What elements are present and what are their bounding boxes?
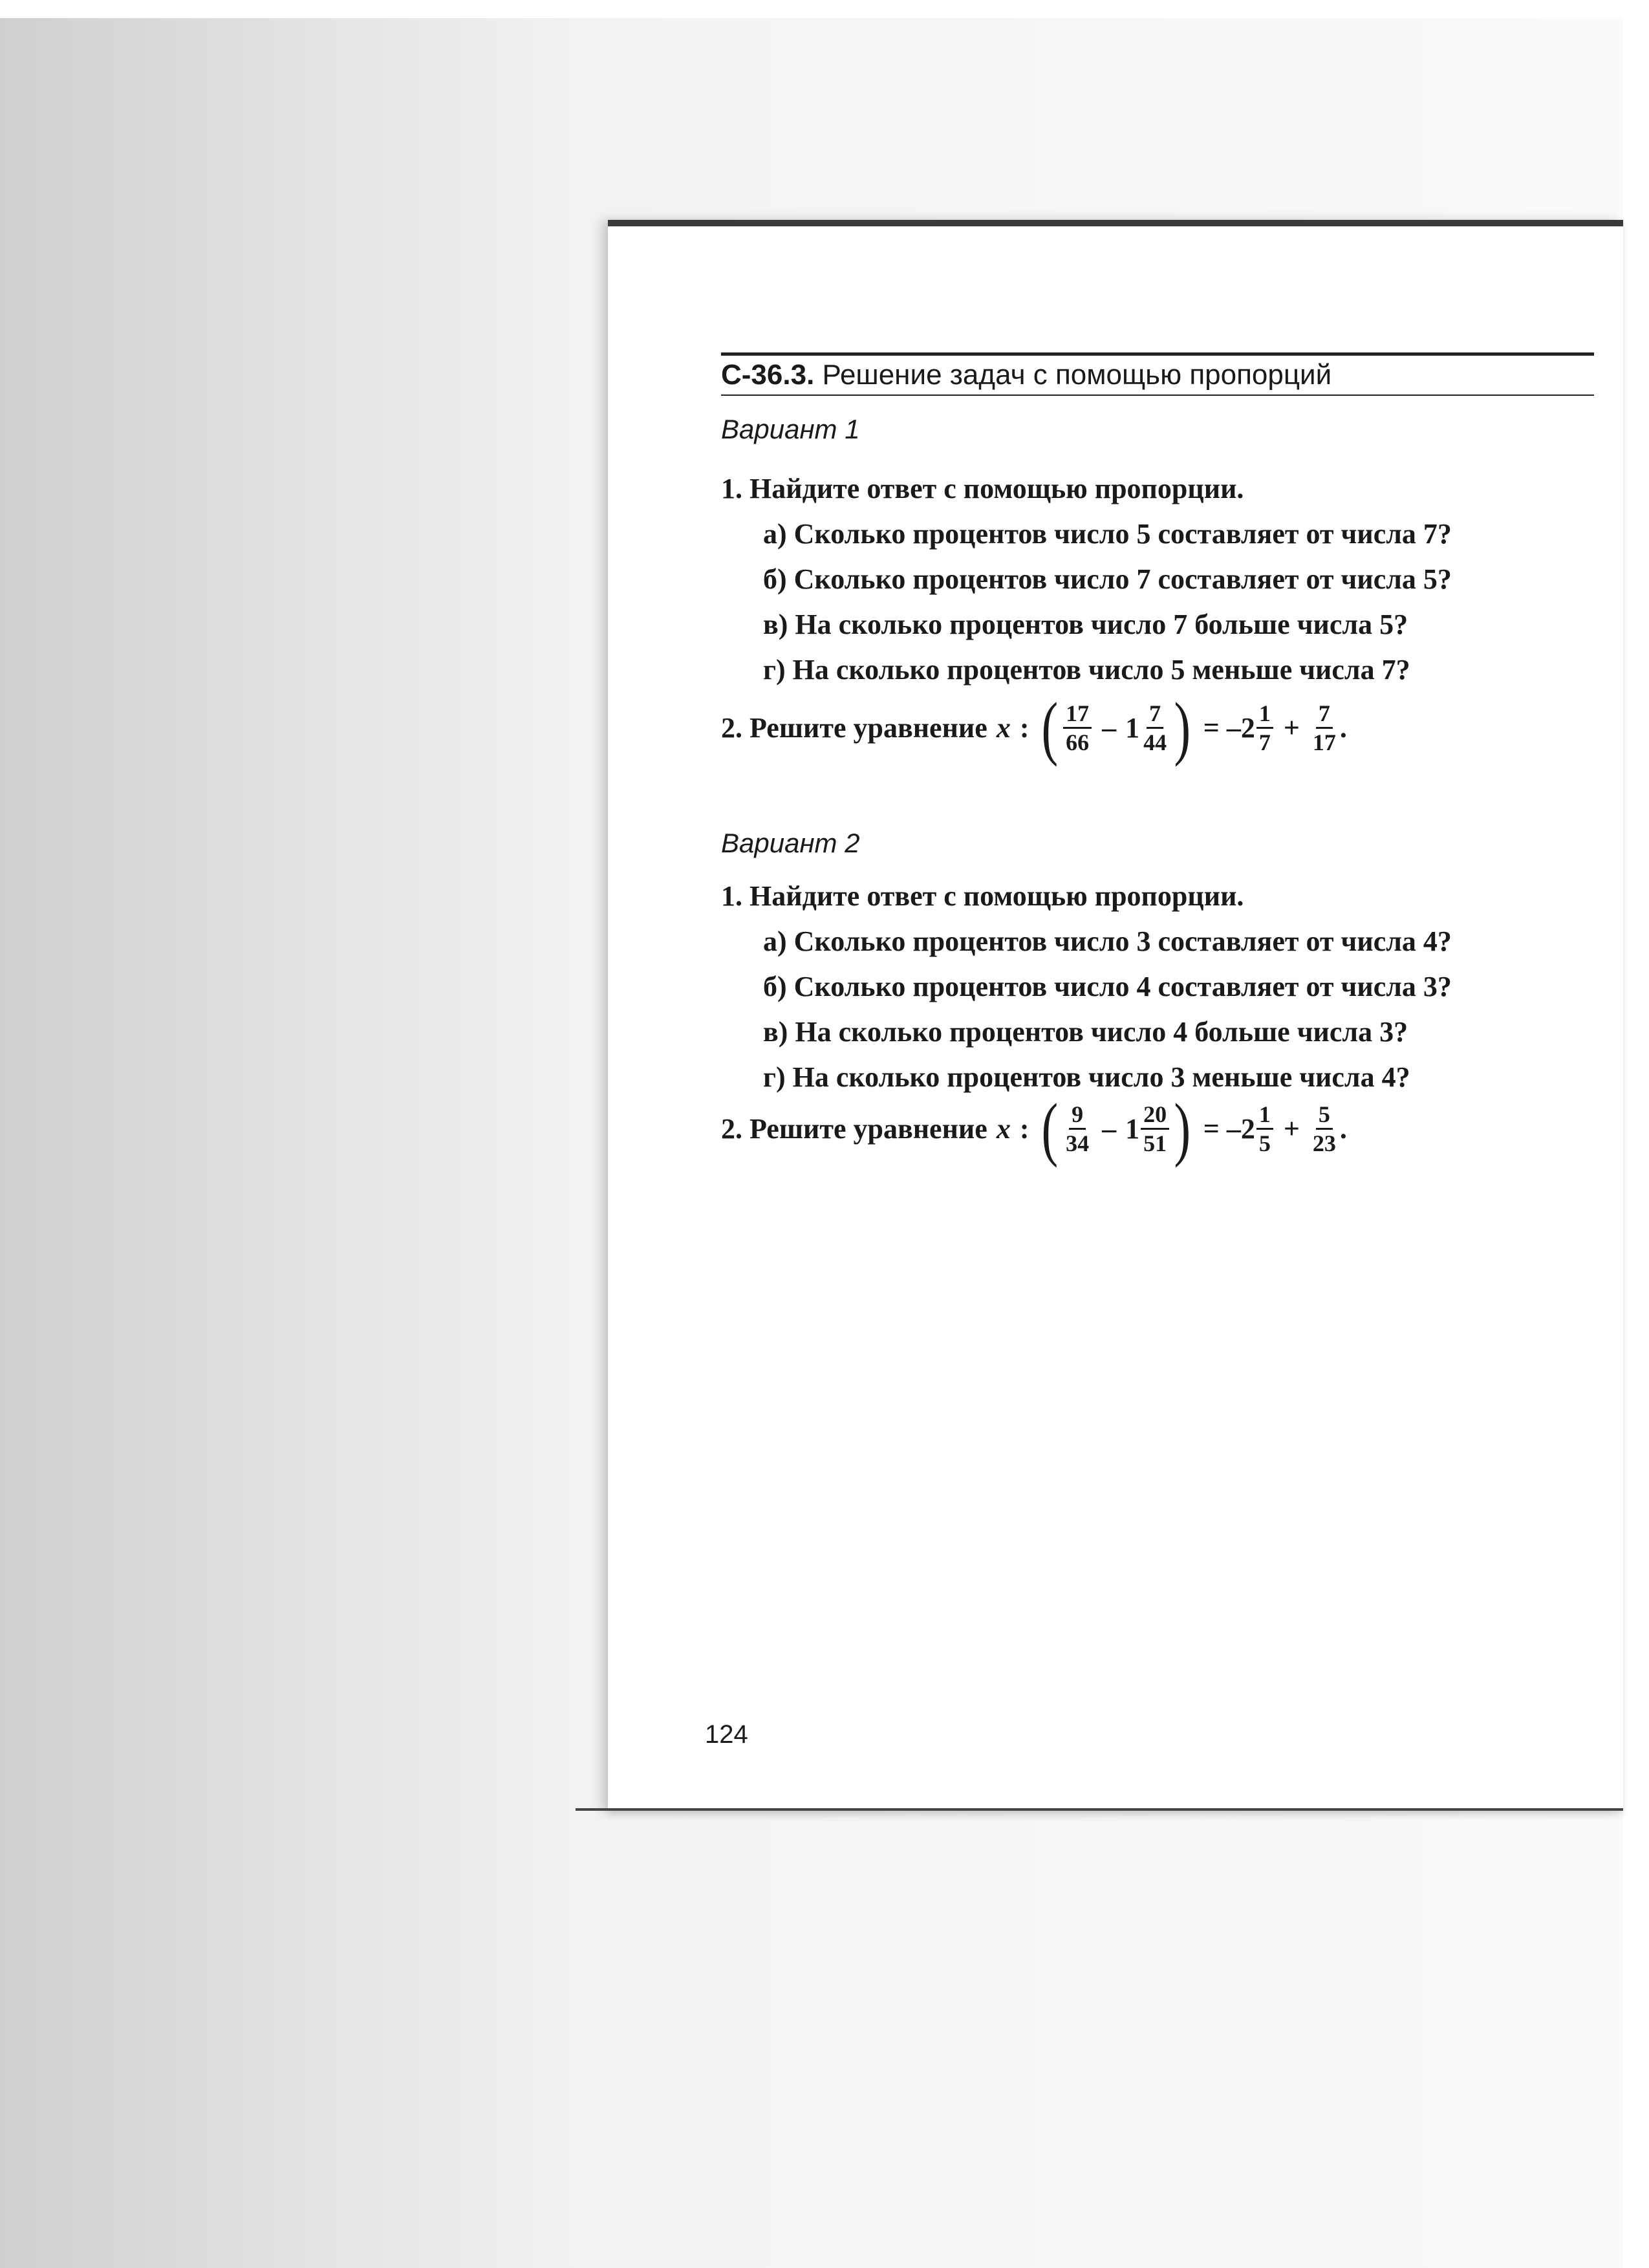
- equation-variable: x: [996, 1112, 1011, 1145]
- mixed-2-denominator: 5: [1258, 1130, 1271, 1156]
- mixed-2-numerator: 1: [1256, 1101, 1273, 1130]
- mixed-2-fraction: [1256, 700, 1273, 756]
- variant-2-label: Вариант 2: [721, 828, 860, 858]
- mixed-2-numerator: 1: [1256, 700, 1273, 729]
- fraction-3: [1310, 700, 1339, 756]
- variant-1-item-b: б) Сколько процентов число 7 составляет от числа 5?: [763, 563, 1452, 595]
- mixed-1-denominator: 51: [1143, 1130, 1167, 1156]
- mixed-2-denominator: 7: [1258, 729, 1271, 755]
- equation-end: .: [1339, 711, 1347, 744]
- mixed-1-denominator: 44: [1143, 729, 1167, 755]
- equation-end: .: [1339, 1112, 1347, 1145]
- mixed-1-whole: 1: [1125, 711, 1140, 744]
- equation-colon: :: [1019, 1112, 1029, 1145]
- equation-colon: :: [1019, 711, 1029, 744]
- fraction-3-numerator: 5: [1316, 1101, 1333, 1130]
- variant-1-task-2-equation: [721, 682, 1347, 773]
- equals-sign: = –2: [1203, 711, 1255, 744]
- page-number: 124: [705, 1720, 748, 1749]
- equation-variable: x: [996, 711, 1011, 744]
- section-header: [721, 352, 1594, 396]
- fraction-1: [1063, 700, 1092, 756]
- left-paren: (: [1041, 688, 1059, 767]
- variant-1-item-a: а) Сколько процентов число 5 составляет от числа 7?: [763, 518, 1452, 550]
- variant-2-item-c: в) На сколько процентов число 4 больше числа 3?: [763, 1016, 1408, 1048]
- mixed-1-numerator: 7: [1147, 700, 1163, 729]
- variant-1-item-d: г) На сколько процентов число 5 меньше числа 7?: [763, 654, 1410, 686]
- equation-prefix: 2. Решите уравнение: [721, 1112, 987, 1145]
- page-edge-line: [576, 1808, 1623, 1811]
- section-code: С-36.3.: [721, 359, 815, 391]
- variant-2-task-1: 1. Найдите ответ с помощью пропорции.: [721, 880, 1244, 912]
- book-page: [608, 220, 1623, 1811]
- variant-2-item-b: б) Сколько процентов число 4 составляет от числа 3?: [763, 971, 1452, 1002]
- minus-sign: –: [1102, 1112, 1117, 1145]
- equals-sign: = –2: [1203, 1112, 1255, 1145]
- section-title: Решение задач с помощью пропорций: [822, 359, 1332, 391]
- mixed-1-numerator: 20: [1141, 1101, 1169, 1130]
- fraction-1-denominator: 34: [1066, 1130, 1090, 1156]
- variant-1-label: Вариант 1: [721, 414, 860, 444]
- fraction-1-numerator: 17: [1063, 700, 1092, 729]
- mixed-1-whole: 1: [1125, 1112, 1140, 1145]
- left-paren: (: [1041, 1089, 1059, 1168]
- right-paren: ): [1174, 1089, 1191, 1168]
- equation-prefix: 2. Решите уравнение: [721, 711, 987, 744]
- fraction-1-denominator: 66: [1066, 729, 1090, 755]
- variant-2-item-a: а) Сколько процентов число 3 составляет от числа 4?: [763, 925, 1452, 957]
- mixed-1-fraction: [1141, 1101, 1169, 1157]
- variant-1-task-1: 1. Найдите ответ с помощью пропорции.: [721, 473, 1244, 504]
- fraction-1: [1063, 1101, 1092, 1157]
- mixed-2-fraction: [1256, 1101, 1273, 1157]
- fraction-3: [1310, 1101, 1339, 1157]
- plus-sign: +: [1283, 1112, 1300, 1145]
- minus-sign: –: [1102, 711, 1117, 744]
- plus-sign: +: [1283, 711, 1300, 744]
- fraction-3-denominator: 17: [1312, 729, 1336, 755]
- variant-2-task-2-equation: [721, 1083, 1347, 1174]
- fraction-1-numerator: 9: [1069, 1101, 1086, 1130]
- right-paren: ): [1174, 688, 1191, 767]
- variant-1-item-c: в) На сколько процентов число 7 больше числа 5?: [763, 609, 1408, 640]
- fraction-3-numerator: 7: [1316, 700, 1333, 729]
- fraction-3-denominator: 23: [1312, 1130, 1336, 1156]
- variant-2-item-d: г) На сколько процентов число 3 меньше числа 4?: [763, 1061, 1410, 1093]
- mixed-1-fraction: [1141, 700, 1169, 756]
